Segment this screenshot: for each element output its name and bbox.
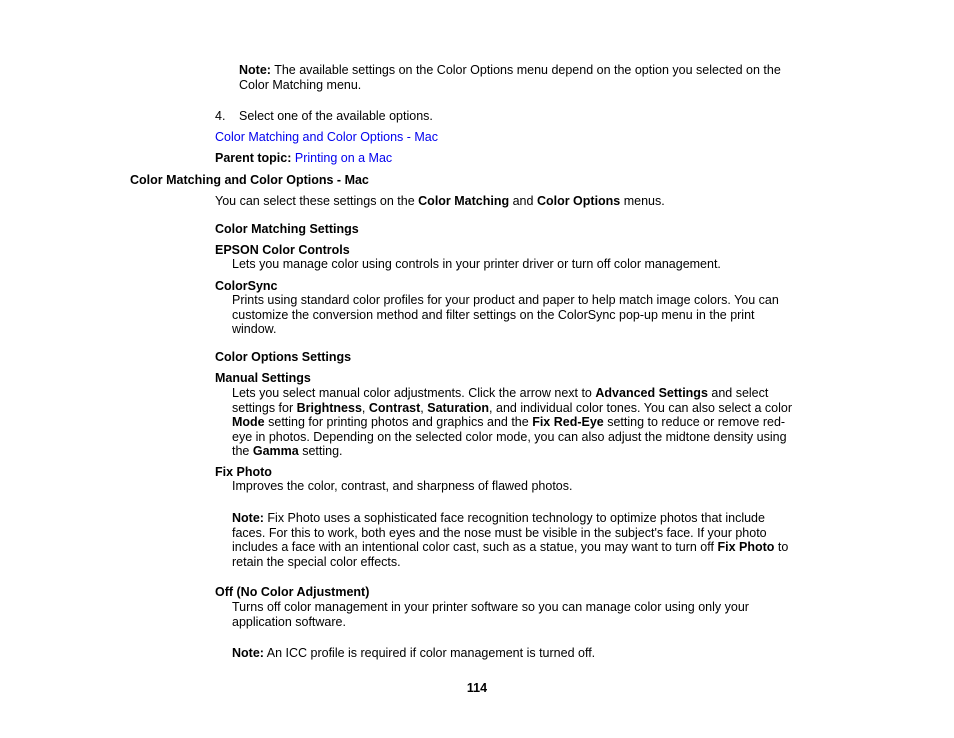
note-line: faces. For this to work, both eyes and the nose must be visible in the subject's face. If your photo: [232, 525, 767, 540]
parent-topic-label: Parent topic:: [215, 151, 292, 165]
desc-line: Turns off color management in your printer software so you can manage color using only your: [232, 600, 749, 614]
intro-text: You can select these settings on the Color Matching and Color Options menus.: [215, 194, 665, 208]
color-options-heading: Color Options Settings: [215, 350, 352, 364]
note-text: The available settings on the Color Options menu depend on the option you selected on the: [270, 63, 781, 77]
note-line: retain the special color effects.: [232, 554, 401, 569]
section-title: Color Matching and Color Options - Mac: [130, 173, 369, 187]
color-matching-link[interactable]: Color Matching and Color Options - Mac: [215, 130, 439, 144]
step-text: Select one of the available options.: [239, 109, 433, 123]
color-matching-heading: Color Matching Settings: [215, 222, 359, 236]
desc-line: Prints using standard color profiles for your product and paper to help match image colors. You can: [232, 293, 779, 307]
epson-desc: Lets you manage color using controls in your printer driver or turn off color management.: [232, 257, 721, 271]
off-desc: [232, 600, 749, 629]
step-number: 4.: [215, 109, 226, 123]
note-line: [239, 63, 781, 78]
desc-line: application software.: [232, 614, 346, 629]
fix-photo-desc: Improves the color, contrast, and sharpness of flawed photos.: [232, 479, 573, 493]
note-label: Note:: [239, 63, 271, 77]
fix-photo-note: [232, 511, 788, 569]
colorsync-title: ColorSync: [215, 279, 278, 293]
desc-line: Mode setting for printing photos and graphics and the Fix Red-Eye setting to reduce or remove red-: [232, 415, 786, 429]
note-line: Note: Fix Photo uses a sophisticated face recognition technology to optimize photos that include: [232, 511, 765, 525]
colorsync-desc: [232, 293, 779, 337]
manual-title: Manual Settings: [215, 371, 311, 385]
desc-line: window.: [232, 322, 277, 336]
note-label: Note:: [232, 646, 264, 660]
desc-line: the Gamma setting.: [232, 444, 343, 458]
desc-line: settings for Brightness, Contrast, Saturation, and individual color tones. You can also select a color: [232, 400, 793, 415]
off-note: Note: An ICC profile is required if color management is turned off.: [232, 646, 596, 660]
desc-line: eye in photos. Depending on the selected color mode, you can also adjust the midtone density using: [232, 429, 787, 444]
printing-on-a-mac-link[interactable]: Printing on a Mac: [294, 151, 393, 165]
note-block: [239, 63, 781, 92]
parent-topic: [215, 151, 392, 166]
fix-photo-title: Fix Photo: [215, 465, 272, 479]
note-label: Note:: [232, 511, 264, 525]
manual-desc: [232, 386, 792, 459]
note-line: Color Matching menu.: [239, 77, 362, 92]
epson-title: EPSON Color Controls: [215, 243, 350, 257]
page-number: 114: [466, 681, 488, 695]
desc-line: customize the conversion method and filter settings on the ColorSync pop-up menu in the print: [232, 307, 755, 322]
desc-line: Lets you select manual color adjustments. Click the arrow next to Advanced Settings and select: [232, 386, 769, 400]
off-title: Off (No Color Adjustment): [215, 585, 370, 599]
note-line: includes a face with an intentional color cast, such as a statue, you may want to turn off Fix Photo to: [232, 540, 789, 554]
